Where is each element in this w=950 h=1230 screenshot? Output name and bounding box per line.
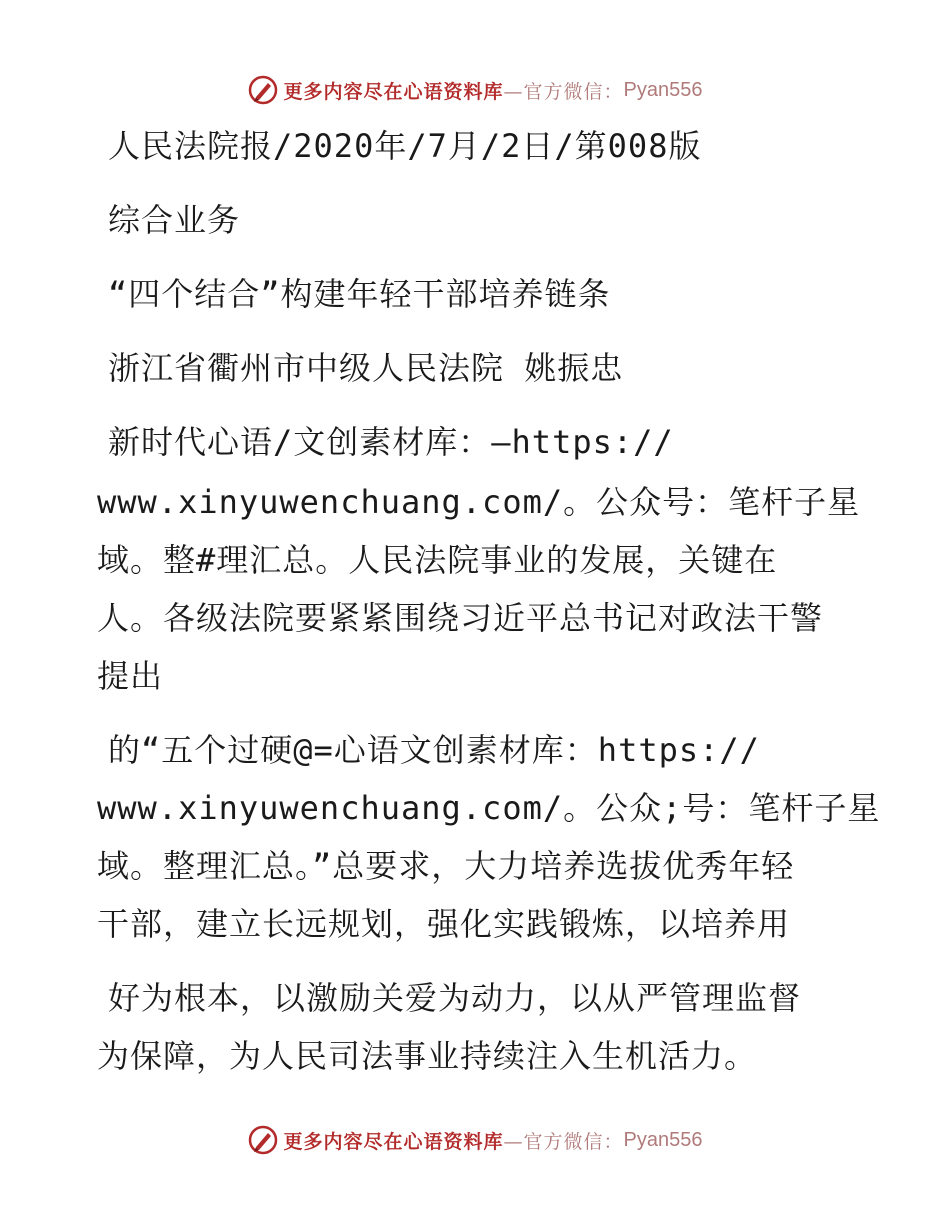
section-heading: 综合业务: [108, 201, 241, 239]
watermark-red-text: 更多内容尽在心语资料库: [283, 80, 504, 103]
paragraph-line: 人。各级法院要紧紧围绕习近平总书记对政法干警: [97, 599, 824, 637]
paragraph-line: 干部，建立长远规划，强化实践锻炼，以培养用: [97, 905, 791, 943]
pen-logo-icon: [248, 1125, 278, 1155]
paragraph-line: 域。整理汇总。”总要求，大力培养选拔优秀年轻: [97, 847, 795, 885]
pen-logo-icon: [248, 75, 278, 105]
author-line: 浙江省衢州市中级人民法院 姚振忠: [108, 349, 624, 387]
footer-watermark: [0, 1122, 950, 1158]
watermark-grey-text: —官方微信：: [503, 1130, 624, 1153]
watermark-handle: Pyan556: [623, 78, 703, 101]
paragraph-line: 域。整#理汇总。人民法院事业的发展，关键在: [97, 541, 778, 579]
paragraph-line: 的“五个过硬@=心语文创素材库：https://: [108, 731, 760, 769]
paragraph-line: 为保障，为人民司法事业持续注入生机活力。: [97, 1037, 758, 1075]
header-watermark: [0, 72, 950, 108]
paragraph-line: 新时代心语/文创素材库：—https://: [108, 423, 674, 461]
source-line: 人民法院报/2020年/7月/2日/第008版: [108, 127, 702, 165]
paragraph-line: 好为根本，以激励关爱为动力，以从严管理监督: [108, 979, 802, 1017]
watermark-grey-text: —官方微信：: [503, 80, 624, 103]
watermark-red-text: 更多内容尽在心语资料库: [283, 1130, 504, 1153]
article-title: “四个结合”构建年轻干部培养链条: [108, 275, 611, 313]
paragraph-line: www.xinyuwenchuang.com/。公众;号：笔杆子星: [97, 789, 881, 827]
watermark-handle: Pyan556: [623, 1128, 703, 1151]
paragraph-line: 提出: [97, 657, 164, 695]
paragraph-line: www.xinyuwenchuang.com/。公众号：笔杆子星: [97, 483, 861, 521]
